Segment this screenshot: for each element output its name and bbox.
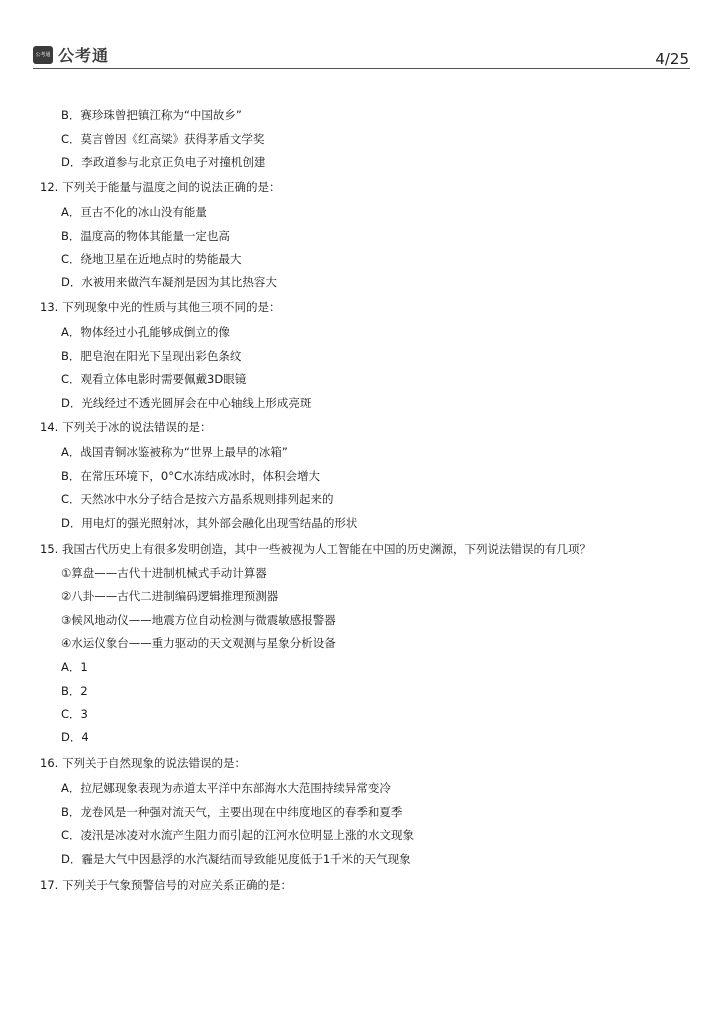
answer-option: C．天然冰中水分子结合是按六方晶系规则排列起来的 [61, 492, 334, 506]
question-stem: 12. 下列关于能量与温度之间的说法正确的是： [40, 180, 281, 194]
answer-option: C．凌汛是冰凌对水流产生阻力而引起的江河水位明显上涨的水文现象 [61, 828, 415, 842]
logo-mark-icon: 公考通 [33, 46, 53, 64]
answer-option: B．温度高的物体其能量一定也高 [61, 229, 230, 243]
answer-option: ①算盘——古代十进制机械式手动计算器 [61, 566, 267, 580]
answer-option: A．战国青铜冰鉴被称为“世界上最早的冰箱” [61, 445, 288, 459]
answer-option: D．4 [61, 730, 89, 744]
answer-option: B．在常压环境下，0°C水冻结成冰时，体积会增大 [61, 469, 320, 483]
answer-option: ③候风地动仪——地震方位自动检测与微震敏感报警器 [61, 613, 336, 627]
answer-option: A．拉尼娜现象表现为赤道太平洋中东部海水大范围持续异常变冷 [61, 781, 391, 795]
answer-option: ②八卦——古代二进制编码逻辑推理预测器 [61, 589, 279, 603]
answer-option: C．绕地卫星在近地点时的势能最大 [61, 252, 242, 266]
question-stem: 17. 下列关于气象预警信号的对应关系正确的是： [40, 878, 292, 892]
logo-text: 公考通 [58, 46, 110, 65]
answer-option: B．赛珍珠曾把镇江称为“中国故乡” [61, 108, 242, 122]
answer-option: D．李政道参与北京正负电子对撞机创建 [61, 155, 266, 169]
page-number: 4/25 [655, 50, 689, 68]
brand-logo [33, 43, 109, 66]
question-stem: 14. 下列关于冰的说法错误的是： [40, 420, 212, 434]
answer-option: A．1 [61, 660, 88, 674]
answer-option: D．光线经过不透光圆屏会在中心轴线上形成亮斑 [61, 396, 312, 410]
answer-option: D．水被用来做汽车凝剂是因为其比热容大 [61, 275, 277, 289]
answer-option: D．用电灯的强光照射冰，其外部会融化出现雪结晶的形状 [61, 516, 358, 530]
answer-option: ④水运仪象台——重力驱动的天文观测与星象分析设备 [61, 636, 336, 650]
answer-option: B．龙卷风是一种强对流天气，主要出现在中纬度地区的春季和夏季 [61, 805, 403, 819]
question-stem: 15. 我国古代历史上有很多发明创造，其中一些被视为人工智能在中国的历史渊源，下列说法错误的有几项？ [40, 542, 591, 556]
answer-option: B．肥皂泡在阳光下呈现出彩色条纹 [61, 349, 242, 363]
answer-option: A．亘古不化的冰山没有能量 [61, 205, 207, 219]
answer-option: C．3 [61, 707, 88, 721]
question-stem: 16. 下列关于自然现象的说法错误的是： [40, 756, 246, 770]
answer-option: A．物体经过小孔能够成倒立的像 [61, 325, 230, 339]
page-header [0, 0, 724, 70]
answer-option: C．莫言曾因《红高粱》获得茅盾文学奖 [61, 132, 265, 146]
answer-option: B．2 [61, 684, 88, 698]
header-divider [33, 68, 690, 69]
question-stem: 13. 下列现象中光的性质与其他三项不同的是： [40, 300, 281, 314]
answer-option: C．观看立体电影时需要佩戴3D眼镜 [61, 372, 247, 386]
answer-option: D．霾是大气中因悬浮的水汽凝结而导致能见度低于1千米的天气现象 [61, 852, 411, 866]
